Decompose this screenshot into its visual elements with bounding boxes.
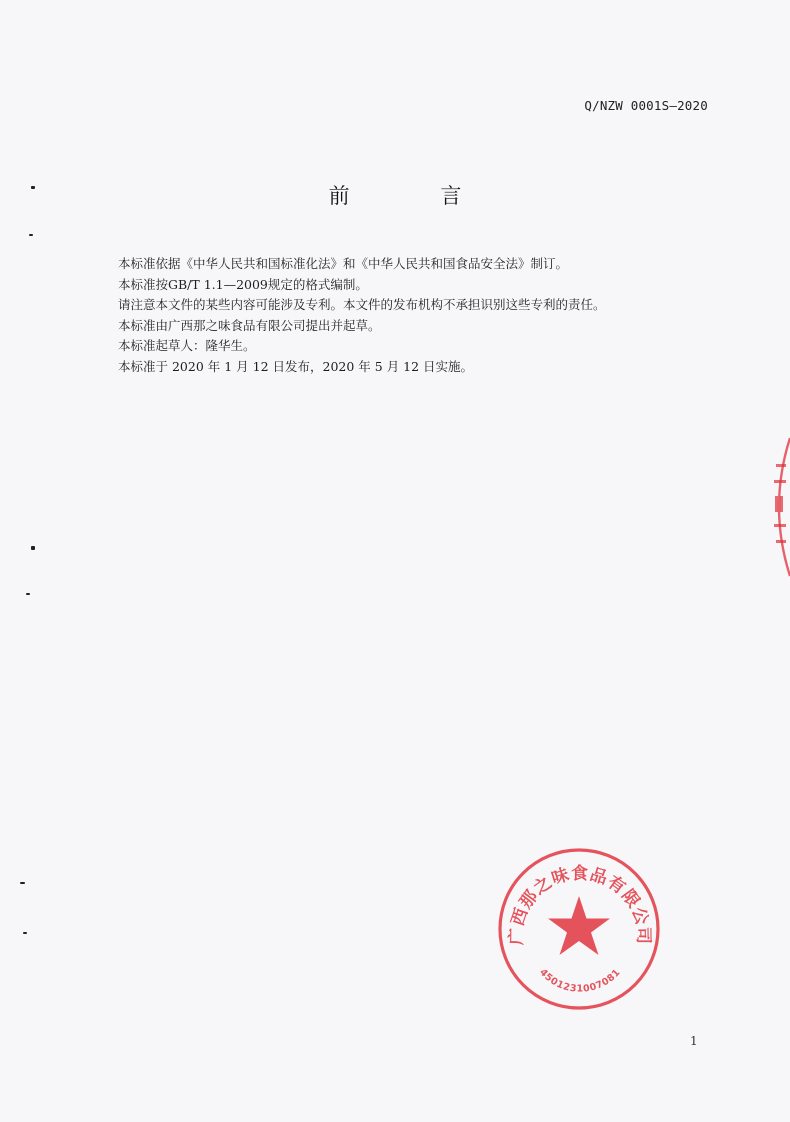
edge-seal [762, 434, 790, 580]
paragraph-drafter: 本标准起草人：隆华生。 [118, 338, 256, 354]
company-seal-graphic [496, 846, 662, 1012]
scan-mark [29, 234, 33, 236]
paragraph-basis: 本标准依据《中华人民共和国标准化法》和《中华人民共和国食品安全法》制订。 [118, 256, 569, 271]
paragraph-format: 本标准按GB/T 1.1—2009规定的格式编制。 [118, 276, 368, 292]
scan-mark [26, 593, 30, 595]
seal-registration-number: 4501231007081 [537, 966, 623, 995]
scan-mark [23, 932, 27, 934]
paragraph-patent-notice: 请注意本文件的某些内容可能涉及专利。本文件的发布机构不承担识别这些专利的责任。 [118, 297, 606, 313]
page-title: 前 言 [328, 184, 504, 208]
seal-star-icon [548, 896, 610, 955]
document-code: Q/NZW 0001S—2020 [584, 98, 708, 113]
scan-mark [31, 546, 35, 550]
page-number: 1 [690, 1034, 698, 1048]
svg-text:4501231007081 [537, 967, 623, 995]
scan-mark [31, 186, 35, 189]
paragraph-dates: 本标准于 2020 年 1 月 12 日发布，2020 年 5 月 12 日实施。 [118, 358, 474, 374]
paragraph-proposer: 本标准由广西那之味食品有限公司提出并起草。 [118, 317, 381, 333]
company-seal [496, 846, 662, 1012]
seal-company-name: 广西那之味食品有限公司 [506, 863, 654, 946]
edge-seal-graphic [762, 434, 790, 580]
scan-mark [20, 882, 25, 884]
foreword-body [118, 254, 698, 378]
